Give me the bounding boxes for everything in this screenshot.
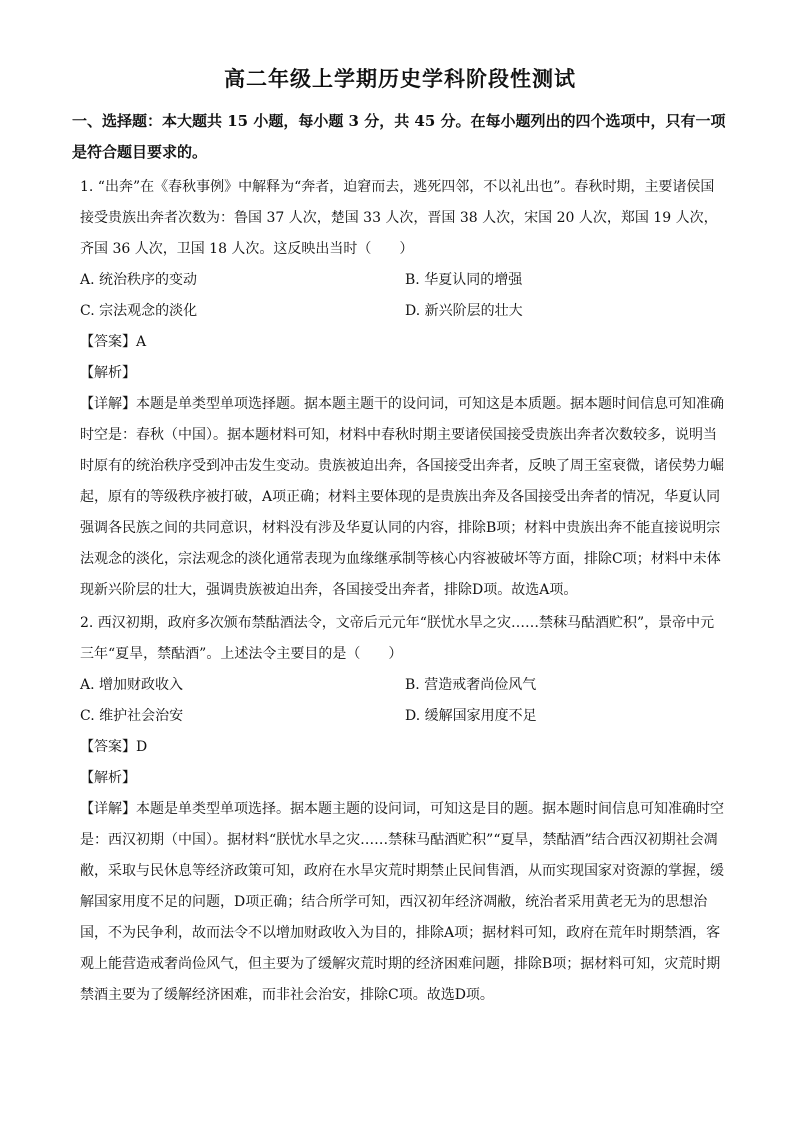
question-stem: 2. 西汉初期，政府多次颁布禁酤酒法令，文帝后元元年“朕忧水旱之灾……禁秣马酤酒贮积”，景帝中元三年“夏旱，禁酤酒”。上述法令主要目的是（ ） [80, 615, 715, 662]
analysis-label: 【解析】 [80, 770, 136, 786]
document-page [72, 66, 728, 1013]
option-list [72, 670, 728, 732]
answer-value: A [136, 334, 147, 350]
option-list [72, 265, 728, 327]
detail-text [72, 794, 728, 1011]
analysis-label: 【解析】 [80, 365, 136, 381]
question-stem: 1. “出奔”在《春秋事例》中解释为“奔者，迫窘而去，逃死四邻，不以礼出也”。春秋时期，主要诸侯国接受贵族出奔者次数为：鲁国 37 人次，楚国 33 人次，晋国 38 人次，宋国 20 人次，郑国 19 人次，齐国 36 人次，卫国 18 人次。这反映出当时（ ） [80, 179, 718, 257]
section-heading: 一、选择题：本大题共 15 小题，每小题 3 分，共 45 分。在每小题列出的四个选项中，只有一项是符合题目要求的。 [72, 112, 726, 161]
option-c: C. 维护社会治安 [80, 708, 184, 724]
option-b: B. 华夏认同的增强 [405, 272, 523, 288]
option-d: D. 新兴阶层的壮大 [405, 303, 523, 319]
option-b: B. 营造戒奢尚俭风气 [405, 677, 537, 693]
answer-line [72, 732, 728, 763]
detail-body: 本题是单类型单项选择题。据本题主题干的设问词，可知这是本质题。据本题时间信息可知准确时空是：春秋（中国）。据本题材料可知，材料中春秋时期主要诸侯国接受贵族出奔者次数较多，说明当时原有的统治秩序受到冲击发生变动。贵族被迫出奔，各国接受出奔者，反映了周王室衰微，诸侯势力崛起，原有的等级秩序被打破，A项正确；材料主要体现的是贵族出奔及各国接受出奔者的情况，华夏认同强调各民族之间的共同意识，材料没有涉及华夏认同的内容，排除B项；材料中贵族出奔不能直接说明宗法观念的淡化，宗法观念的淡化通常表现为血缘继承制等核心内容被破坏等方面，排除C项；材料中未体现新兴阶层的壮大，强调贵族被迫出奔，各国接受出奔者，排除D项。故选A项。 [80, 396, 724, 598]
page-title: 高二年级上学期历史学科阶段性测试 [224, 66, 576, 91]
question-1 [72, 172, 728, 606]
question-2 [72, 608, 728, 1011]
detail-body: 本题是单类型单项选择。据本题主题的设问词，可知这是目的题。据本题时间信息可知准确时空是：西汉初期（中国）。据材料“朕忧水旱之灾……禁秣马酤酒贮积”“夏旱，禁酤酒”结合西汉初期社会凋敝，采取与民休息等经济政策可知，政府在水旱灾荒时期禁止民间售酒，从而实现国家对资源的掌握，缓解国家用度不足的问题，D项正确；结合所学可知，西汉初年经济凋敝，统治者采用黄老无为的思想治国，不为民争利，故而法令不以增加财政收入为目的，排除A项；据材料可知，政府在荒年时期禁酒，客观上能营造戒奢尚俭风气，但主要为了缓解灾荒时期的经济困难问题，排除B项；据材料可知，灾荒时期禁酒主要为了缓解经济困难，而非社会治安，排除C项。故选D项。 [80, 801, 724, 1003]
answer-label: 【答案】 [80, 334, 136, 350]
option-d: D. 缓解国家用度不足 [405, 708, 537, 724]
option-a: A. 统治秩序的变动 [80, 272, 198, 288]
detail-label: 【详解】 [80, 801, 136, 817]
answer-value: D [136, 739, 148, 755]
answer-label: 【答案】 [80, 739, 136, 755]
option-a: A. 增加财政收入 [80, 677, 184, 693]
detail-label: 【详解】 [80, 396, 136, 412]
answer-line [72, 327, 728, 358]
option-c: C. 宗法观念的淡化 [80, 303, 198, 319]
detail-text [72, 389, 728, 606]
